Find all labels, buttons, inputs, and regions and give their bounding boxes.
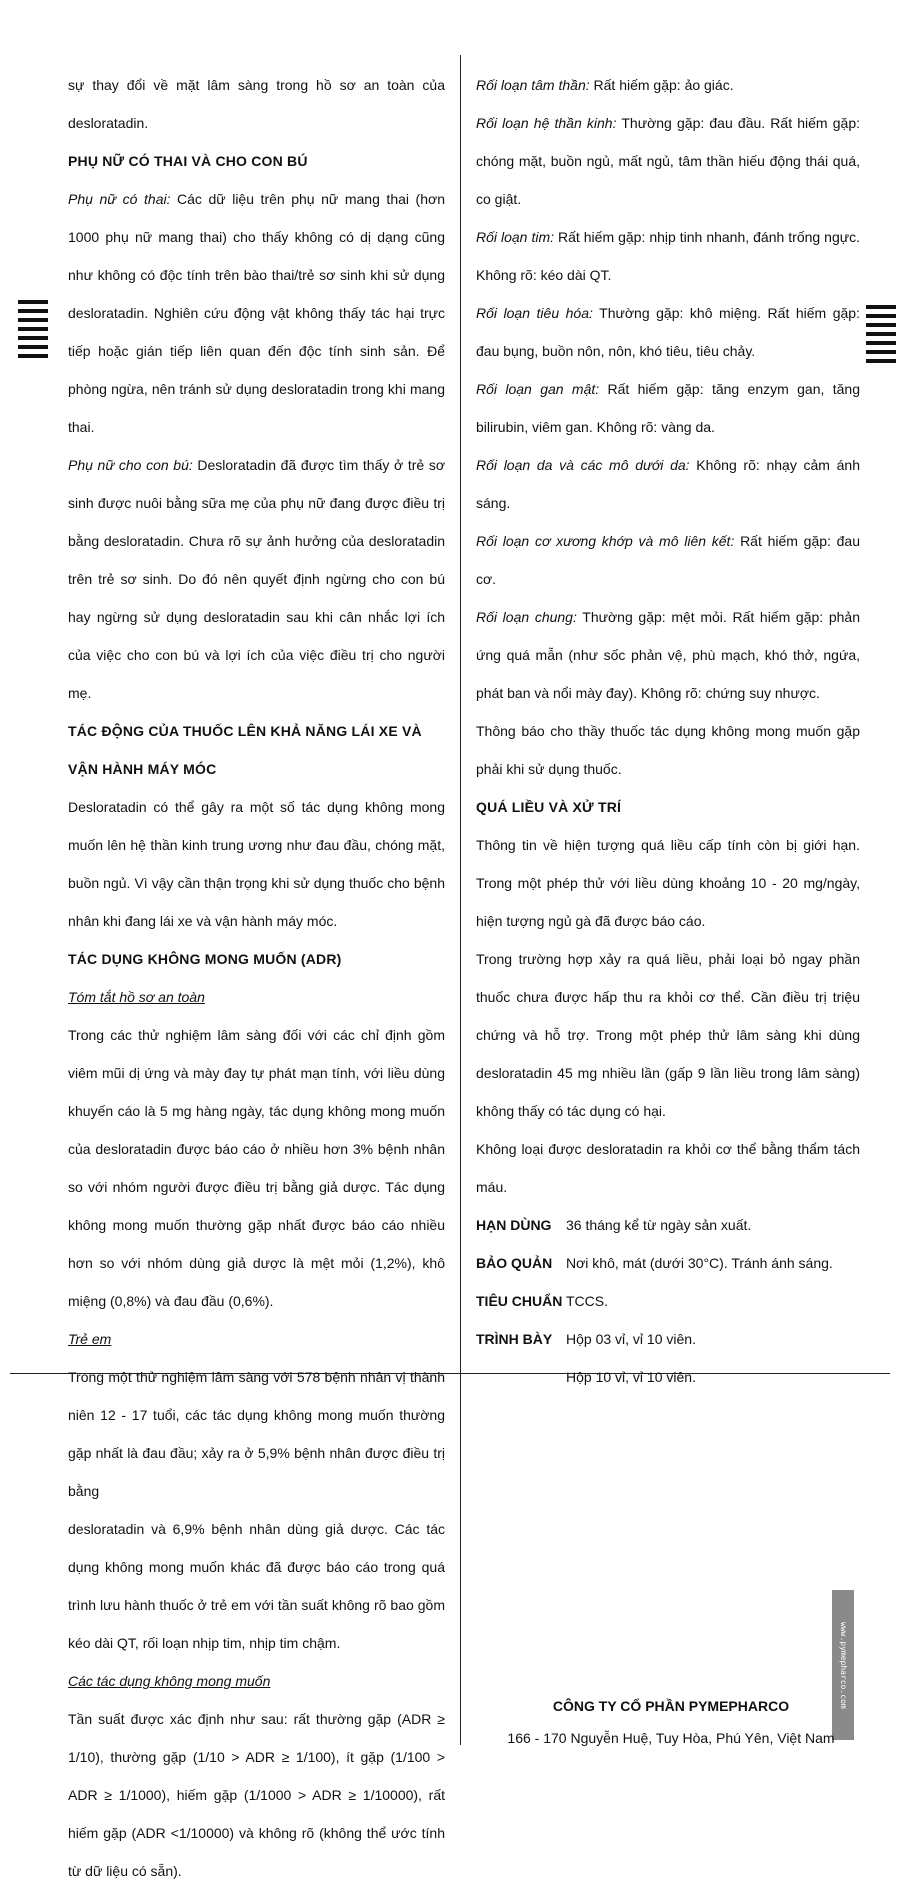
general-label: Rối loạn chung: — [476, 609, 577, 625]
spec-row-expiry — [476, 1206, 860, 1244]
spec-value: Hộp 03 vỉ, vỉ 10 viên. — [566, 1331, 696, 1347]
general-paragraph — [476, 598, 860, 712]
notify-paragraph: Thông báo cho thầy thuốc tác dụng không mong muốn gặp phải khi sử dụng thuốc. — [476, 723, 860, 777]
spec-value: TCCS. — [566, 1293, 608, 1309]
liver-text: Rất hiếm gặp: tăng enzym gan, tăng bilirubin, viêm gan. Không rõ: vàng da. — [476, 381, 860, 435]
spec-value: Nơi khô, mát (dưới 30°C). Tránh ánh sáng. — [566, 1255, 833, 1271]
intro-paragraph: sự thay đổi về mặt lâm sàng trong hồ sơ an toàn của desloratadin. — [68, 77, 445, 131]
neuro-label: Rối loạn hệ thần kinh: — [476, 115, 617, 131]
musculo-text: Rất hiếm gặp: đau cơ. — [476, 533, 861, 587]
pregnant-label: Phụ nữ có thai: — [68, 191, 171, 207]
spec-row-storage — [476, 1244, 860, 1282]
spec-key: HẠN DÙNG — [476, 1217, 552, 1233]
children-paragraph-bottom: desloratadin và 6,9% bệnh nhân dùng giả dược. Các tác dụng không mong muốn khác đã được báo cáo trong quá trình lưu hành thuốc ở trẻ em với tần suất không rõ bao gồm kéo dài QT, rối loạn nhịp tim, nhịp tim chậm. — [68, 1521, 445, 1651]
gi-text: Thường gặp: khô miệng. Rất hiếm gặp: đau bụng, buồn nôn, nôn, khó tiêu, tiêu chảy. — [476, 305, 860, 359]
company-address: 166 - 170 Nguyễn Huệ, Tuy Hòa, Phú Yên, Việt Nam — [507, 1730, 835, 1746]
spec-value: 36 tháng kể từ ngày sản xuất. — [566, 1217, 752, 1233]
skin-text: Không rõ: nhạy cảm ánh sáng. — [476, 457, 860, 511]
skin-paragraph — [476, 446, 860, 522]
driving-heading: TÁC ĐỘNG CỦA THUỐC LÊN KHẢ NĂNG LÁI XE VÀ VẬN HÀNH MÁY MÓC — [68, 723, 422, 777]
spec-row-packaging — [476, 1320, 860, 1358]
left-column — [68, 66, 445, 1890]
heart-text: Rất hiếm gặp: nhịp tinh nhanh, đánh trống ngực. Không rõ: kéo dài QT. — [476, 229, 860, 283]
general-text: Thường gặp: mệt mỏi. Rất hiếm gặp: phản ứng quá mẫn (như sốc phản vệ, phù mạch, khó thở, ngứa, phát ban và nổi mày đay). Không rõ: chứng suy nhược. — [476, 609, 860, 701]
spec-row-packaging-2 — [476, 1358, 860, 1396]
gi-paragraph — [476, 294, 860, 370]
liver-label: Rối loạn gan mật: — [476, 381, 600, 397]
psych-label: Rối loạn tâm thần: — [476, 77, 590, 93]
driving-paragraph: Desloratadin có thể gây ra một số tác dụng không mong muốn lên hệ thần kinh trung ương như đau đầu, chóng mặt, buồn ngủ. Vì vậy cần thận trọng khi sử dụng thuốc cho bệnh nhân khi đang lái xe và vận hành máy móc. — [68, 799, 445, 929]
musculo-label: Rối loạn cơ xương khớp và mô liên kết: — [476, 533, 735, 549]
company-footer — [476, 1690, 866, 1754]
neuro-paragraph — [476, 104, 860, 218]
breastfeeding-paragraph — [68, 446, 445, 712]
spec-row-standard — [476, 1282, 860, 1320]
heart-label: Rối loạn tim: — [476, 229, 554, 245]
children-paragraph-top: Trong một thử nghiệm lâm sàng với 578 bệnh nhân vị thành niên 12 - 17 tuổi, các tác dụng không mong muốn thường gặp nhất là đau đầu; xảy ra ở 5,9% bệnh nhân được điều trị bằng — [68, 1369, 445, 1499]
psych-text: Rất hiếm gặp: ảo giác. — [589, 77, 734, 93]
skin-label: Rối loạn da và các mô dưới da: — [476, 457, 690, 473]
safety-paragraph: Trong các thử nghiệm lâm sàng đối với các chỉ định gồm viêm mũi dị ứng và mày đay tự phát mạn tính, với liều dùng khuyến cáo là 5 mg hàng ngày, tác dụng không mong muốn của desloratadin được báo cáo ở nhiều hơn 3% bệnh nhân so với nhóm người được điều trị bằng giả dược. Tác dụng không mong muốn thường gặp nhất được báo cáo nhiều hơn so với nhóm dùng giả dược là mệt mỏi (1,2%), khô miệng (0,8%) và đau đầu (0,6%). — [68, 1027, 445, 1309]
breastfeeding-label: Phụ nữ cho con bú: — [68, 457, 193, 473]
pregnant-paragraph — [68, 180, 445, 446]
adr-frequency-paragraph: Tần suất được xác định như sau: rất thường gặp (ADR ≥ 1/10), thường gặp (1/10 > ADR ≥ 1/100), ít gặp (1/100 > ADR ≥ 1/1000), hiếm gặp (1/1000 > ADR ≥ 1/10000), rất hiếm gặp (ADR <1/10000) và không rõ (không thể ước tính từ dữ liệu có sẵn). — [68, 1711, 445, 1879]
overdose-paragraph-1: Thông tin về hiện tượng quá liều cấp tính còn bị giới hạn. Trong một phép thử với liều dùng khoảng 10 - 20 mg/ngày, hiện tượng ngủ gà đã được báo cáo. — [476, 837, 860, 929]
company-name: CÔNG TY CỔ PHẦN PYMEPHARCO — [552, 1698, 790, 1714]
spec-value: Hộp 10 vỉ, vỉ 10 viên. — [566, 1369, 696, 1385]
spec-key: BẢO QUẢN — [476, 1255, 553, 1271]
safety-subheading: Tóm tắt hồ sơ an toàn — [68, 989, 205, 1005]
spec-key: TIÊU CHUẨN — [476, 1293, 563, 1309]
liver-paragraph — [476, 370, 860, 446]
musculo-paragraph — [476, 522, 860, 598]
spec-key: TRÌNH BÀY — [476, 1331, 553, 1347]
overdose-paragraph-2: Trong trường hợp xảy ra quá liều, phải loại bỏ ngay phần thuốc chưa được hấp thu ra khỏi cơ thể. Cần điều trị triệu chứng và hỗ trợ. Trong một phép thử lâm sàng khi dùng desloratadin 45 mg nhiều lần (gấp 9 lần liều trong lâm sàng) không thấy có tác dụng có hại. — [476, 951, 860, 1119]
spec-key — [476, 1358, 566, 1396]
overdose-paragraph-3: Không loại được desloratadin ra khỏi cơ thể bằng thẩm tách máu. — [476, 1141, 860, 1195]
breastfeeding-text: Desloratadin đã được tìm thấy ở trẻ sơ sinh được nuôi bằng sữa mẹ của phụ nữ đang được điều trị bằng desloratadin. Chưa rõ sự ảnh hưởng của desloratadin trên trẻ sơ sinh. Do đó nên quyết định ngừng cho con bú hay ngừng sử dụng desloratadin sau khi cân nhắc lợi ích của việc cho con bú và lợi ích của việc điều trị cho người mẹ. — [68, 457, 446, 701]
pregnant-text: Các dữ liệu trên phụ nữ mang thai (hơn 1000 phụ nữ mang thai) cho thấy không có dị dạng cũng như không có độc tính trên bào thai/trẻ sơ sinh khi sử dụng desloratadin. Nghiên cứu động vật không thấy tác hại trực tiếp hoặc gián tiếp liên quan đến độc tính sinh sản. Để phòng ngừa, nên tránh sử dụng desloratadin trong khi mang thai. — [68, 191, 445, 435]
neuro-text: Thường gặp: đau đầu. Rất hiếm gặp: chóng mặt, buồn ngủ, mất ngủ, tâm thần hiếu động thái quá, co giật. — [476, 115, 860, 207]
website-stamp-text: www.pymepharco.com — [839, 1621, 848, 1709]
psych-paragraph — [476, 66, 860, 104]
heart-paragraph — [476, 218, 860, 294]
right-column — [476, 66, 860, 1396]
adr-subheading: Các tác dụng không mong muốn — [68, 1673, 271, 1689]
column-divider — [460, 55, 461, 1745]
pregnancy-heading: PHỤ NỮ CÓ THAI VÀ CHO CON BÚ — [68, 153, 308, 169]
overdose-heading: QUÁ LIỀU VÀ XỬ TRÍ — [476, 799, 622, 815]
adr-heading: TÁC DỤNG KHÔNG MONG MUỐN (ADR) — [68, 951, 342, 967]
children-subheading: Trẻ em — [68, 1331, 112, 1347]
gi-label: Rối loạn tiêu hóa: — [476, 305, 593, 321]
registration-marks-right — [866, 305, 896, 368]
registration-marks-left — [18, 300, 48, 363]
spec-list — [476, 1206, 860, 1396]
